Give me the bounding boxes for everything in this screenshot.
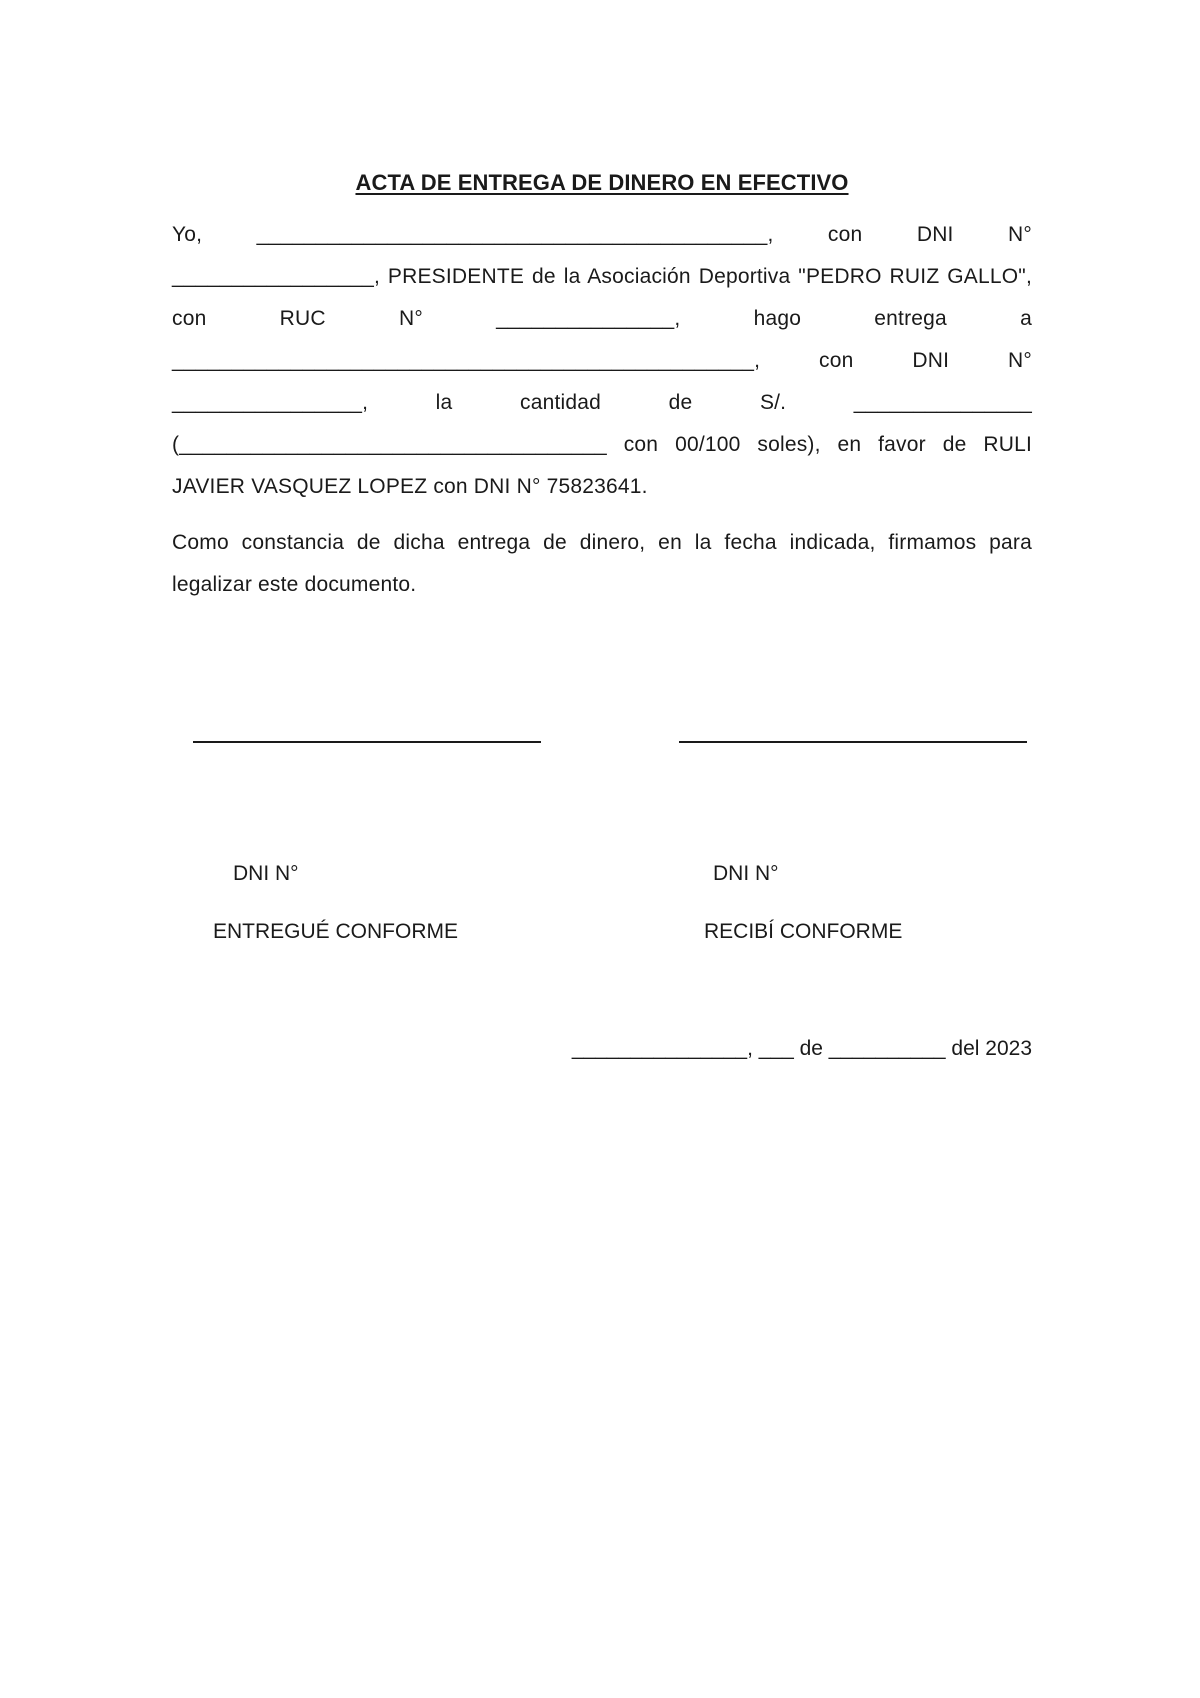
delivered-conform-caption: ENTREGUÉ CONFORME (213, 920, 459, 943)
document-title: ACTA DE ENTREGA DE DINERO EN EFECTIVO (355, 170, 849, 195)
right-dni-label: DNI N° (713, 862, 779, 885)
left-dni-label: DNI N° (233, 862, 299, 885)
left-signature-line (193, 741, 541, 743)
date-line: _______________, ___ de __________ del 2023 (571, 1037, 1032, 1060)
closing-paragraph: Como constancia de dicha entrega de dinero, en la fecha indicada, firmamos para legalizar este documento. (172, 531, 1032, 596)
declaration-paragraph: Yo, ___________________________________________, con DNI N° _________________, PRESIDENTE de la Asociación Deportiva "PEDRO RUIZ GALLO", con RUC N° _______________, hago entrega a _________________________________________________, con DNI N° ________________, la cantidad de S/. _______________ (____________________________________ con 00/100 soles), en favor de RULI JAVIER VASQUEZ LOPEZ con DNI N° 75823641. (172, 223, 1032, 498)
right-signature-line (679, 741, 1027, 743)
received-conform-caption: RECIBÍ CONFORME (704, 920, 903, 943)
